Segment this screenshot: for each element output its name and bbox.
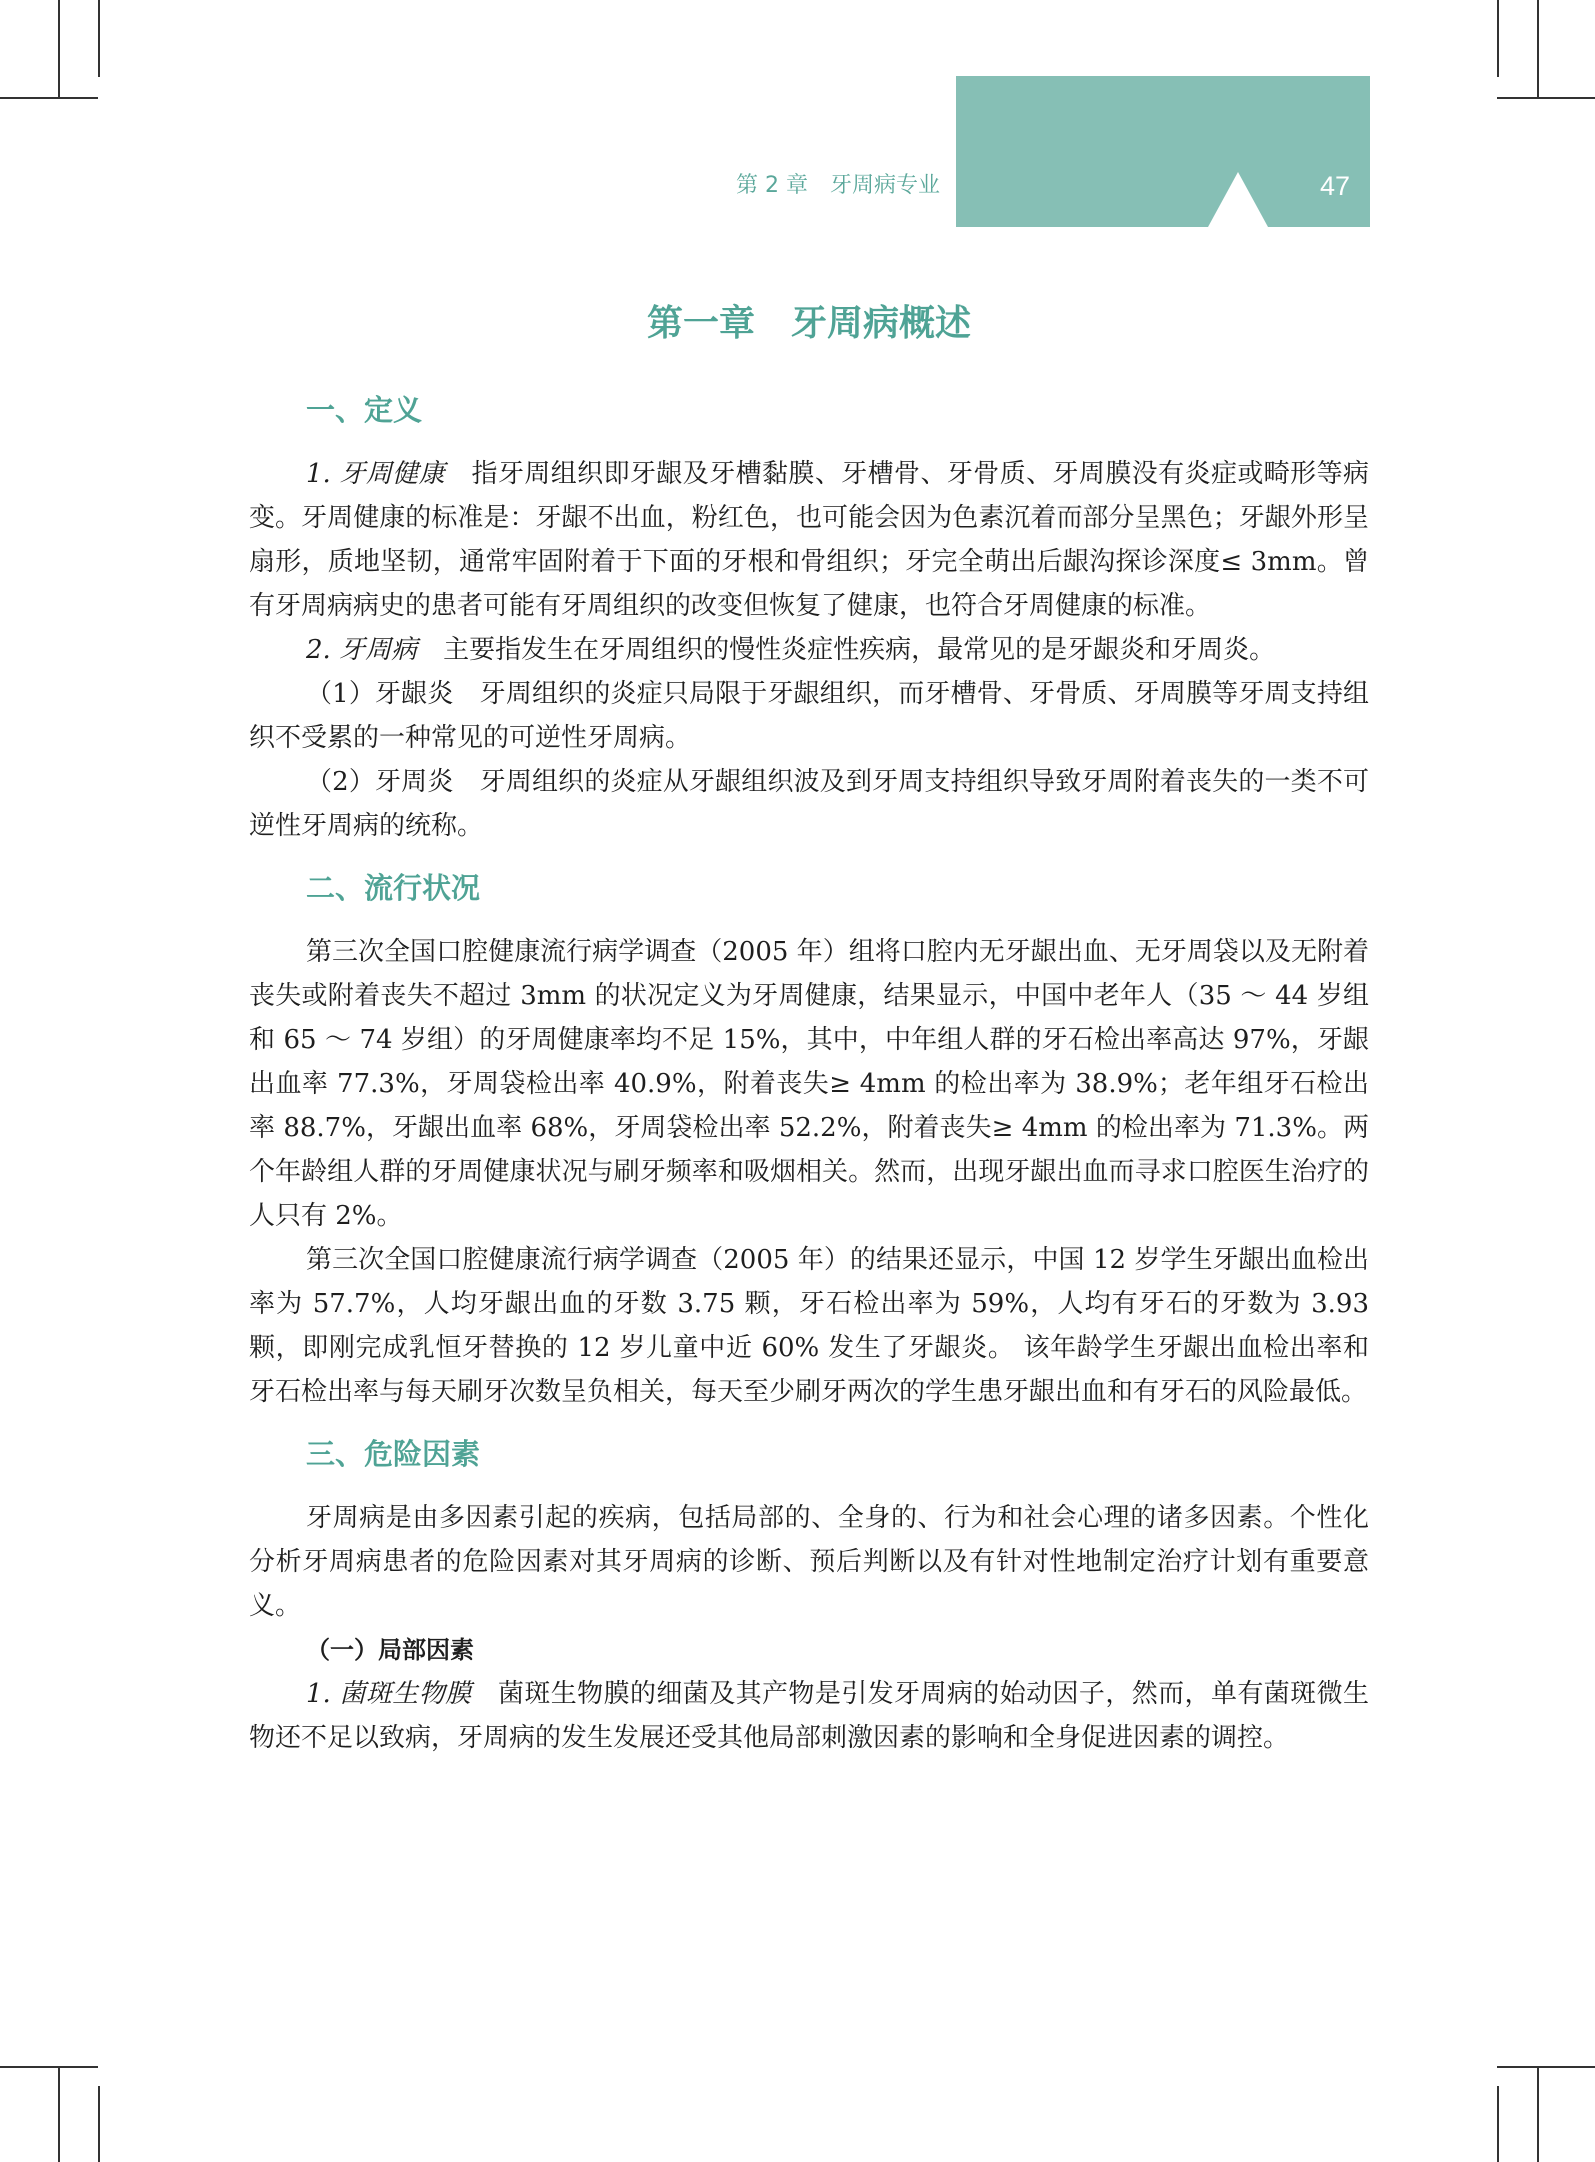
text-plaque-biofilm: 菌斑生物膜的细菌及其产物是引发牙周病的始动因子，然而，单有菌斑微生物还不足以致病，牙周病的发生发展还受其他局部刺激因素的影响和全身促进因素的调控。 <box>249 1679 1369 1753</box>
crop-mark-top-left-v <box>98 0 100 77</box>
crop-mark-top-right-v <box>1497 0 1499 77</box>
paragraph-plaque-biofilm <box>249 1672 1369 1760</box>
page-number: 47 <box>1319 171 1351 201</box>
section-heading-risk-factors: 三、危险因素 <box>306 1437 481 1471</box>
paragraph-periodontal-health <box>249 452 1369 628</box>
header-notch <box>1208 172 1268 227</box>
crop-mark-bottom-right-v <box>1497 2086 1499 2162</box>
paragraph-prevalence-adults: 第三次全国口腔健康流行病学调查（2005 年）组将口腔内无牙龈出血、无牙周袋以及无附着丧失或附着丧失不超过 3mm 的状况定义为牙周健康，结果显示，中国中老年人（35 ～ 44 岁组和 65 ～ 74 岁组）的牙周健康率均不足 15%，其中，中年组人群的牙石检出率高达 97%，牙龈出血率 77.3%，牙周袋检出率 40.9%，附着丧失≥ 4mm 的检出率为 38.9%；老年组牙石检出率 88.7%，牙龈出血率 68%，牙周袋检出率 52.2%，附着丧失≥ 4mm 的检出率为 71.3%。两个年龄组人群的牙周健康状况与刷牙频率和吸烟相关。然而，出现牙龈出血而寻求口腔医生治疗的人只有 2%。 <box>249 937 1369 1231</box>
term-periodontal-health: 1. 牙周健康 <box>306 459 446 489</box>
text-periodontitis: 牙周组织的炎症从牙龈组织波及到牙周支持组织导致牙周附着丧失的一类不可逆性牙周病的统称。 <box>249 767 1369 841</box>
crop-mark-top-right-v2 <box>1537 0 1539 97</box>
crop-mark-bottom-right-v2 <box>1537 2066 1539 2162</box>
crop-mark-bottom-left-v <box>98 2086 100 2162</box>
crop-mark-top-left-h <box>0 97 98 99</box>
term-plaque-biofilm: 1. 菌斑生物膜 <box>306 1679 472 1709</box>
section-heading-definition: 一、定义 <box>306 393 423 427</box>
paragraph-gingivitis <box>249 672 1369 760</box>
header-band <box>956 76 1370 227</box>
crop-mark-bottom-left-h <box>0 2066 98 2068</box>
subsection-heading-local-factors: （一）局部因素 <box>306 1636 474 1664</box>
term-periodontal-disease: 2. 牙周病 <box>306 635 418 665</box>
chapter-title: 第一章 牙周病概述 <box>646 303 971 344</box>
section-heading-prevalence: 二、流行状况 <box>306 871 481 905</box>
crop-mark-top-left-v2 <box>58 0 60 97</box>
paragraph-prevalence-children: 第三次全国口腔健康流行病学调查（2005 年）的结果还显示，中国 12 岁学生牙龈出血检出率为 57.7%，人均牙龈出血的牙数 3.75 颗，牙石检出率为 59%，人均有牙石的牙数为 3.93 颗，即刚完成乳恒牙替换的 12 岁儿童中近 60% 发生了牙龈炎。 该年龄学生牙龈出血检出率和牙石检出率与每天刷牙次数呈负相关，每天至少刷牙两次的学生患牙龈出血和有牙石的风险最低。 <box>249 1245 1369 1407</box>
running-head: 第 2 章 牙周病专业 <box>736 173 940 198</box>
crop-mark-bottom-left-v2 <box>58 2066 60 2162</box>
paragraph-risk-factors-intro: 牙周病是由多因素引起的疾病，包括局部的、全身的、行为和社会心理的诸多因素。个性化分析牙周病患者的危险因素对其牙周病的诊断、预后判断以及有针对性地制定治疗计划有重要意义。 <box>249 1503 1369 1621</box>
term-gingivitis: （1）牙龈炎 <box>306 679 454 709</box>
main-content <box>249 380 1369 1760</box>
text-gingivitis: 牙周组织的炎症只局限于牙龈组织，而牙槽骨、牙骨质、牙周膜等牙周支持组织不受累的一种常见的可逆性牙周病。 <box>249 679 1369 753</box>
text-periodontal-health: 指牙周组织即牙龈及牙槽黏膜、牙槽骨、牙骨质、牙周膜没有炎症或畸形等病变。牙周健康的标准是：牙龈不出血，粉红色，也可能会因为色素沉着而部分呈黑色；牙龈外形呈扇形，质地坚韧，通常牢固附着于下面的牙根和骨组织；牙完全萌出后龈沟探诊深度≤ 3mm。曾有牙周病病史的患者可能有牙周组织的改变但恢复了健康，也符合牙周健康的标准。 <box>249 459 1369 621</box>
paragraph-periodontitis <box>249 760 1369 848</box>
term-periodontitis: （2）牙周炎 <box>306 767 454 797</box>
paragraph-periodontal-disease <box>249 628 1369 672</box>
crop-mark-top-right-h <box>1497 97 1595 99</box>
crop-mark-bottom-right-h <box>1497 2066 1595 2068</box>
text-periodontal-disease: 主要指发生在牙周组织的慢性炎症性疾病，最常见的是牙龈炎和牙周炎。 <box>417 635 1276 665</box>
